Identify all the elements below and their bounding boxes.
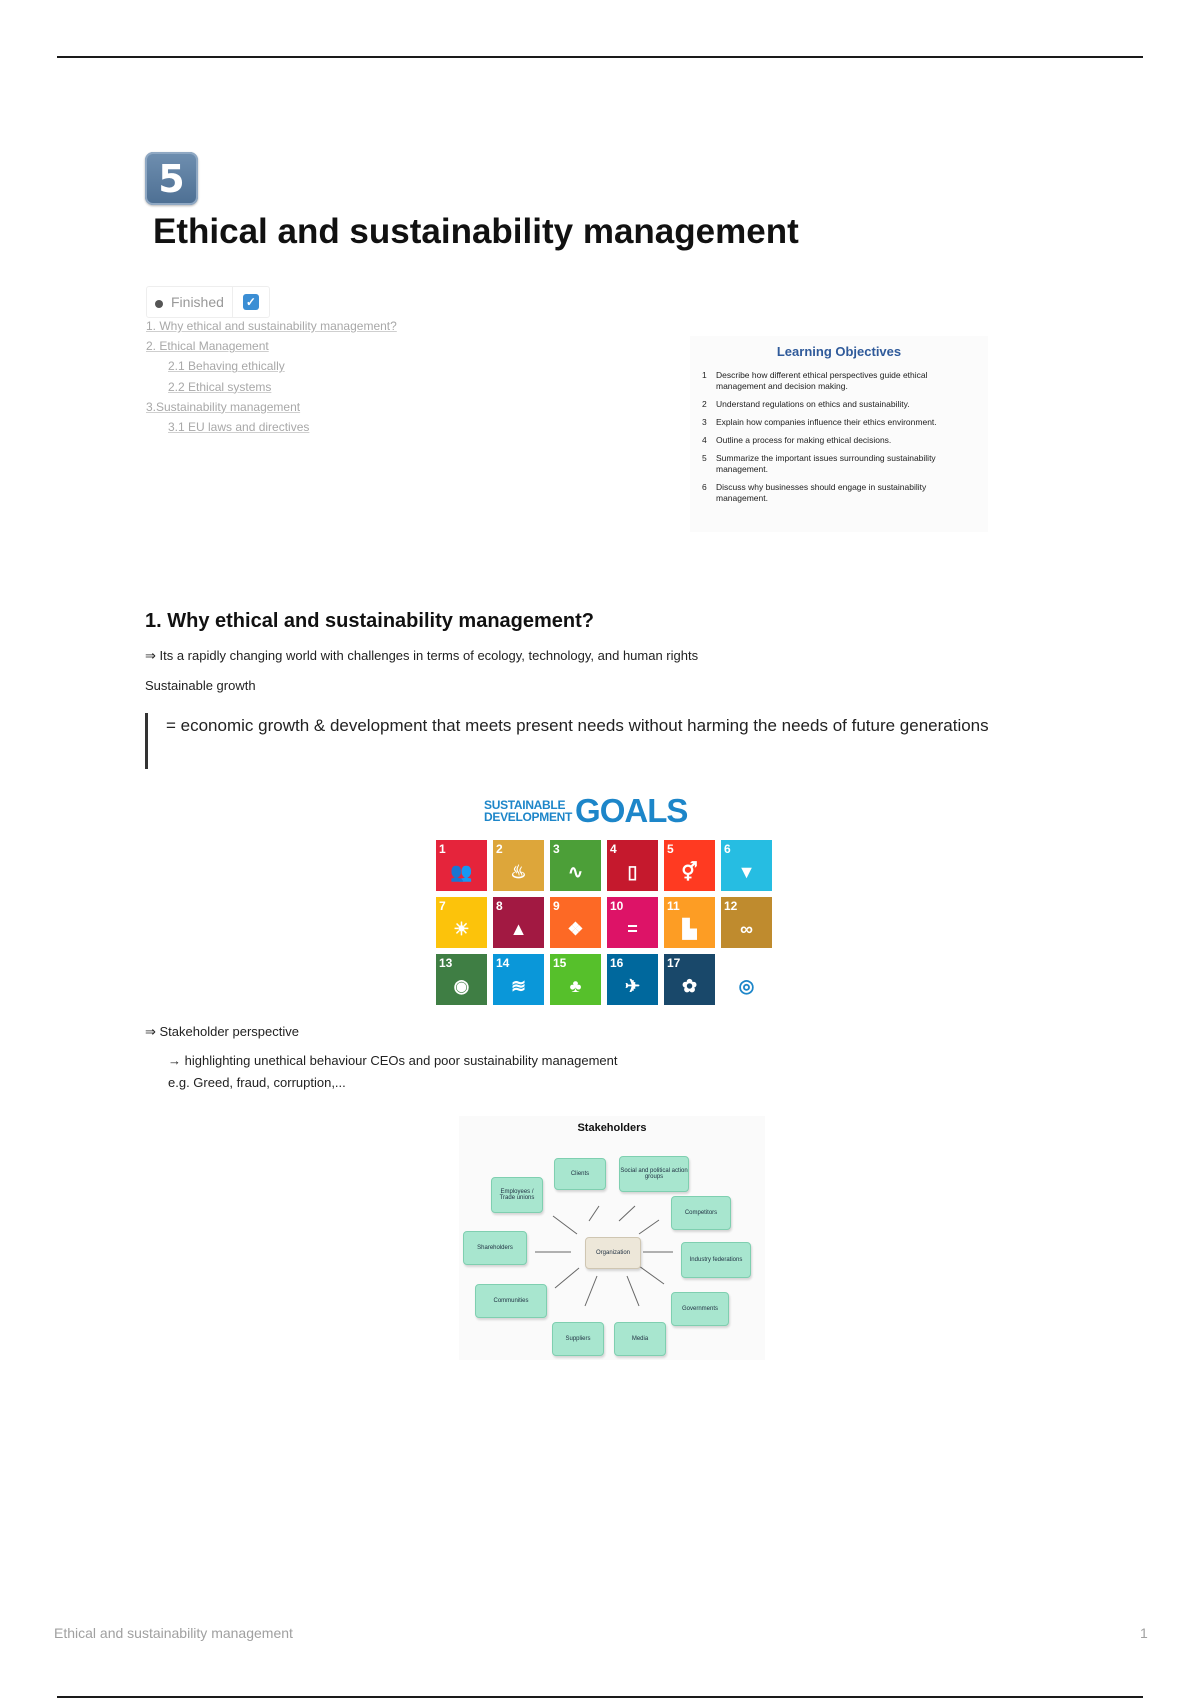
learning-objective-number: 5 — [702, 453, 707, 463]
toc-item-label: 1. Why ethical and sustainability management? — [146, 319, 397, 333]
toc-item-label: 3.1 EU laws and directives — [168, 420, 310, 435]
learning-objective-text: Discuss why businesses should engage in sustainability management. — [716, 482, 927, 503]
learning-objective-number: 2 — [702, 399, 707, 409]
sdg-tile-number: 10 — [610, 899, 624, 913]
sdg-header — [484, 792, 687, 830]
paragraph-changing-world: ⇒ Its a rapidly changing world with challenges in terms of ecology, technology, and human rights — [145, 648, 699, 663]
toc-item[interactable] — [146, 397, 397, 417]
learning-objective-number: 4 — [702, 435, 707, 445]
city-icon: ▙ — [682, 919, 697, 939]
stakeholder-node: Industry federations — [681, 1242, 751, 1278]
sdg-tile-number: 17 — [667, 956, 681, 970]
stakeholder-node: Social and political action groups — [619, 1156, 689, 1192]
sdg-tile — [493, 897, 544, 948]
paragraph-stakeholder-perspective: ⇒ Stakeholder perspective — [145, 1024, 299, 1039]
stakeholder-node: Media — [614, 1322, 666, 1356]
connector-line — [555, 1268, 579, 1288]
sdg-tile-number: 13 — [439, 956, 453, 970]
sdg-tile — [493, 840, 544, 891]
toc-item-label: 2.1 Behaving ethically — [168, 359, 285, 374]
sdg-image — [432, 788, 770, 998]
sdg-tile-number: 1 — [439, 842, 446, 856]
stakeholder-node: Employees / Trade unions — [491, 1177, 543, 1213]
paragraph-unethical-behaviour: → highlighting unethical behaviour CEOs and poor sustainability management — [168, 1053, 618, 1068]
sdg-tile-number: 5 — [667, 842, 674, 856]
infinity-icon: ∞ — [740, 919, 753, 939]
fish-icon: ≋ — [510, 976, 527, 996]
footer-page-number: 1 — [1140, 1625, 1148, 1641]
sdg-tile-number: 6 — [724, 842, 731, 856]
learning-objective-item — [702, 370, 978, 392]
sdg-header-small-1: SUSTAINABLE — [484, 798, 566, 812]
tree-icon: ♣ — [569, 976, 582, 996]
toc-item-label: 3.Sustainability management — [146, 399, 301, 414]
paragraph-sustainable-growth: Sustainable growth — [145, 678, 256, 693]
bottom-rule — [57, 1696, 1143, 1698]
toc-item[interactable] — [146, 417, 397, 437]
learning-objective-text: Summarize the important issues surrounding sustainability management. — [716, 453, 936, 474]
learning-objective-text: Explain how companies influence their ethics environment. — [716, 417, 937, 427]
chapter-number-icon: 5 — [145, 152, 198, 205]
connector-line — [589, 1206, 599, 1221]
sdg-tile-number: 7 — [439, 899, 446, 913]
stakeholder-node: Communities — [475, 1284, 547, 1318]
learning-objective-text: Outline a process for making ethical decisions. — [716, 435, 892, 445]
learning-objective-item — [702, 435, 978, 446]
sdg-tile — [436, 840, 487, 891]
toc-item-label: 2.2 Ethical systems — [168, 379, 272, 394]
status-property[interactable] — [146, 286, 270, 318]
connector-line — [585, 1276, 597, 1306]
sdg-tile — [550, 897, 601, 948]
toc-item[interactable] — [146, 316, 397, 336]
toc-item[interactable] — [146, 336, 397, 356]
sdg-tile — [721, 954, 772, 1005]
sdg-tile — [607, 897, 658, 948]
sdg-tile — [436, 954, 487, 1005]
learning-objective-number: 6 — [702, 482, 707, 492]
quote-definition: = economic growth & development that meets present needs without harming the needs of future generations — [166, 716, 989, 735]
book-icon: ▯ — [627, 862, 638, 882]
sdg-tile — [550, 840, 601, 891]
sdg-tile — [607, 954, 658, 1005]
connector-line — [639, 1220, 659, 1234]
stakeholder-node: Clients — [554, 1158, 606, 1190]
dove-icon: ✈ — [624, 976, 641, 996]
water-icon: ▼ — [737, 862, 756, 882]
sdg-logo-icon: ◎ — [738, 976, 755, 996]
eye-icon: ◉ — [453, 976, 470, 996]
sdg-tile — [721, 897, 772, 948]
toc-item[interactable] — [146, 377, 397, 397]
sdg-tile-number: 12 — [724, 899, 738, 913]
sdg-tile-number: 16 — [610, 956, 624, 970]
learning-objective-item — [702, 399, 978, 410]
learning-objective-item — [702, 453, 978, 475]
sdg-tile-number: 2 — [496, 842, 503, 856]
learning-objective-text: Understand regulations on ethics and sustainability. — [716, 399, 910, 409]
learning-objective-item — [702, 482, 978, 504]
table-of-contents — [146, 316, 397, 437]
sdg-tile — [436, 897, 487, 948]
connector-line — [619, 1206, 635, 1221]
checkbox-checked-icon[interactable]: ✓ — [243, 294, 259, 310]
connector-line — [639, 1266, 664, 1284]
sdg-tile-number: 11 — [667, 899, 680, 913]
stakeholder-node: Shareholders — [463, 1231, 527, 1265]
sdg-header-small-2: DEVELOPMENT — [484, 810, 573, 824]
connector-line — [553, 1216, 577, 1234]
quote-bar — [145, 713, 148, 769]
learning-objective-number: 3 — [702, 417, 707, 427]
flower-icon: ✿ — [681, 976, 698, 996]
sdg-tile-number: 9 — [553, 899, 560, 913]
heartbeat-icon: ∿ — [567, 862, 584, 882]
connector-line — [627, 1276, 639, 1306]
stakeholder-center-organization: Organization — [585, 1237, 641, 1269]
sdg-tile-number: 15 — [553, 956, 567, 970]
sdg-tile — [664, 954, 715, 1005]
footer-title: Ethical and sustainability management — [54, 1625, 293, 1641]
stakeholders-title: Stakeholders — [577, 1122, 647, 1134]
equal-icon: = — [627, 919, 638, 939]
status-select[interactable] — [147, 287, 233, 317]
learning-objective-text: Describe how different ethical perspectives guide ethical management and decision making. — [716, 370, 928, 391]
learning-objective-number: 1 — [702, 370, 707, 380]
stakeholders-diagram — [459, 1116, 765, 1360]
sdg-tile — [664, 897, 715, 948]
learning-objectives-title: Learning Objectives — [776, 344, 902, 359]
status-dot-icon — [155, 300, 163, 308]
sdg-tile-number: 14 — [496, 956, 510, 970]
sun-icon: ☀ — [453, 919, 470, 939]
learning-objectives-image — [690, 336, 988, 532]
sdg-tile-number: 8 — [496, 899, 503, 913]
sdg-tile — [664, 840, 715, 891]
sdg-tile — [550, 954, 601, 1005]
sdg-tile-number: 3 — [553, 842, 560, 856]
cubes-icon: ❖ — [567, 919, 584, 939]
section-heading: 1. Why ethical and sustainability management? — [145, 610, 594, 632]
growth-chart-icon: ▲ — [509, 919, 528, 939]
gender-icon: ⚥ — [681, 862, 698, 882]
people-icon: 👥 — [450, 862, 473, 882]
stakeholder-node: Governments — [671, 1292, 729, 1326]
sdg-tile — [607, 840, 658, 891]
paragraph-examples: e.g. Greed, fraud, corruption,... — [168, 1075, 346, 1090]
top-rule — [57, 56, 1143, 58]
sdg-tile — [721, 840, 772, 891]
sdg-tile-number: 4 — [610, 842, 617, 856]
stakeholder-node: Suppliers — [552, 1322, 604, 1356]
bowl-icon: ♨ — [510, 862, 527, 882]
toc-item-label: 2. Ethical Management — [146, 339, 269, 354]
sdg-header-goals: GOALS — [575, 792, 688, 829]
toc-item[interactable] — [146, 356, 397, 376]
learning-objectives-list — [702, 370, 978, 511]
learning-objective-item — [702, 417, 978, 428]
stakeholder-node: Competitors — [671, 1196, 731, 1230]
page-title: Ethical and sustainability management — [153, 212, 799, 251]
sdg-tile — [493, 954, 544, 1005]
status-label: Finished — [171, 294, 224, 310]
